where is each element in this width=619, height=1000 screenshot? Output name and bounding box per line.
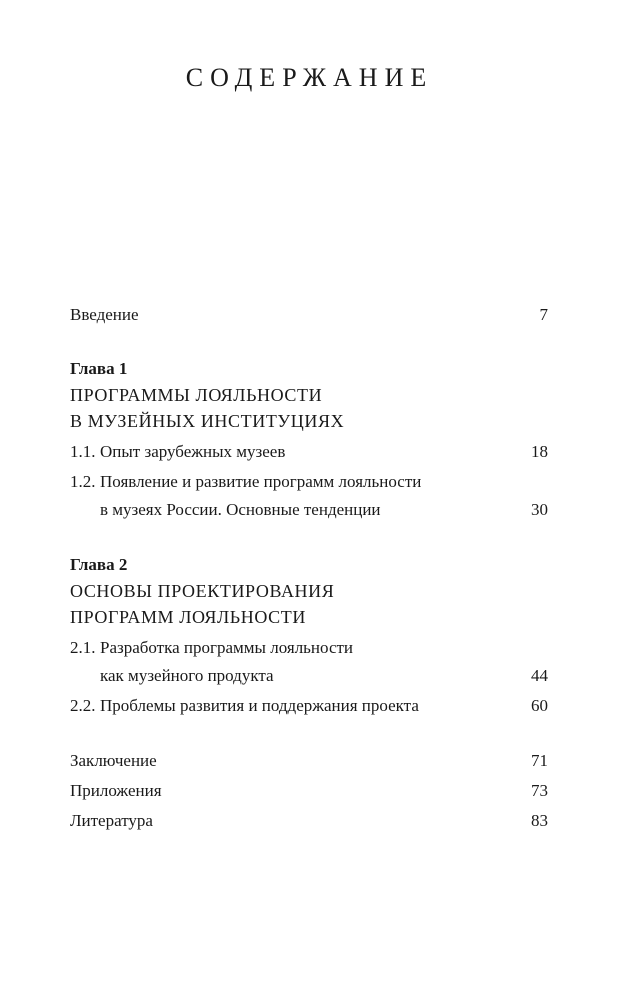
toc-page-number: 83: [531, 811, 548, 830]
toc-entry-intro[interactable]: [70, 300, 548, 330]
section-number: 1.1.: [70, 442, 96, 461]
section-title-line: Разработка программы лояльности: [100, 638, 354, 657]
toc-page-number: 71: [531, 751, 548, 770]
toc-entry-label: Заключение: [70, 751, 157, 770]
section-number: 2.1.: [70, 638, 96, 657]
toc-page-number: 60: [531, 696, 548, 715]
chapter-1: [70, 356, 548, 524]
chapter-label: Глава 1: [70, 359, 128, 378]
section-title-line: как музейного продукта: [100, 666, 274, 685]
toc-page-number: 7: [539, 305, 548, 324]
chapter-title-line: В МУЗЕЙНЫХ ИНСТИТУЦИЯХ: [70, 411, 345, 431]
section-number: 2.2.: [70, 696, 96, 715]
chapter-2: [70, 552, 548, 720]
section-title: Проблемы развития и поддержания проекта: [100, 696, 419, 715]
chapter-label: Глава 2: [70, 555, 128, 574]
section-title-line: Появление и развитие программ лояльности: [100, 472, 422, 491]
toc-entry-label: Литература: [70, 811, 153, 830]
toc-page-number: 18: [531, 442, 548, 461]
toc-page-number: 30: [531, 500, 548, 519]
chapter-title-line: ОСНОВЫ ПРОЕКТИРОВАНИЯ: [70, 581, 335, 601]
table-of-contents: [70, 300, 548, 836]
toc-entry-appendices[interactable]: [70, 776, 548, 806]
toc-entry-label: Приложения: [70, 781, 162, 800]
toc-section-2-1[interactable]: [70, 634, 548, 690]
toc-section-1-1[interactable]: [70, 438, 548, 466]
section-title-line: в музеях России. Основные тенденции: [100, 500, 381, 519]
toc-section-1-2[interactable]: [70, 468, 548, 524]
toc-entry-literature[interactable]: [70, 806, 548, 836]
chapter-title-line: ПРОГРАММЫ ЛОЯЛЬНОСТИ: [70, 385, 323, 405]
toc-section-2-2[interactable]: [70, 692, 548, 720]
toc-page-number: 44: [531, 666, 548, 685]
section-title: Опыт зарубежных музеев: [100, 442, 286, 461]
back-matter: [70, 746, 548, 836]
chapter-title-line: ПРОГРАММ ЛОЯЛЬНОСТИ: [70, 607, 306, 627]
toc-entry-label: Введение: [70, 305, 139, 324]
toc-page-number: 73: [531, 781, 548, 800]
page-title: СОДЕРЖАНИЕ: [185, 63, 434, 93]
toc-entry-conclusion[interactable]: [70, 746, 548, 776]
section-number: 1.2.: [70, 472, 96, 491]
